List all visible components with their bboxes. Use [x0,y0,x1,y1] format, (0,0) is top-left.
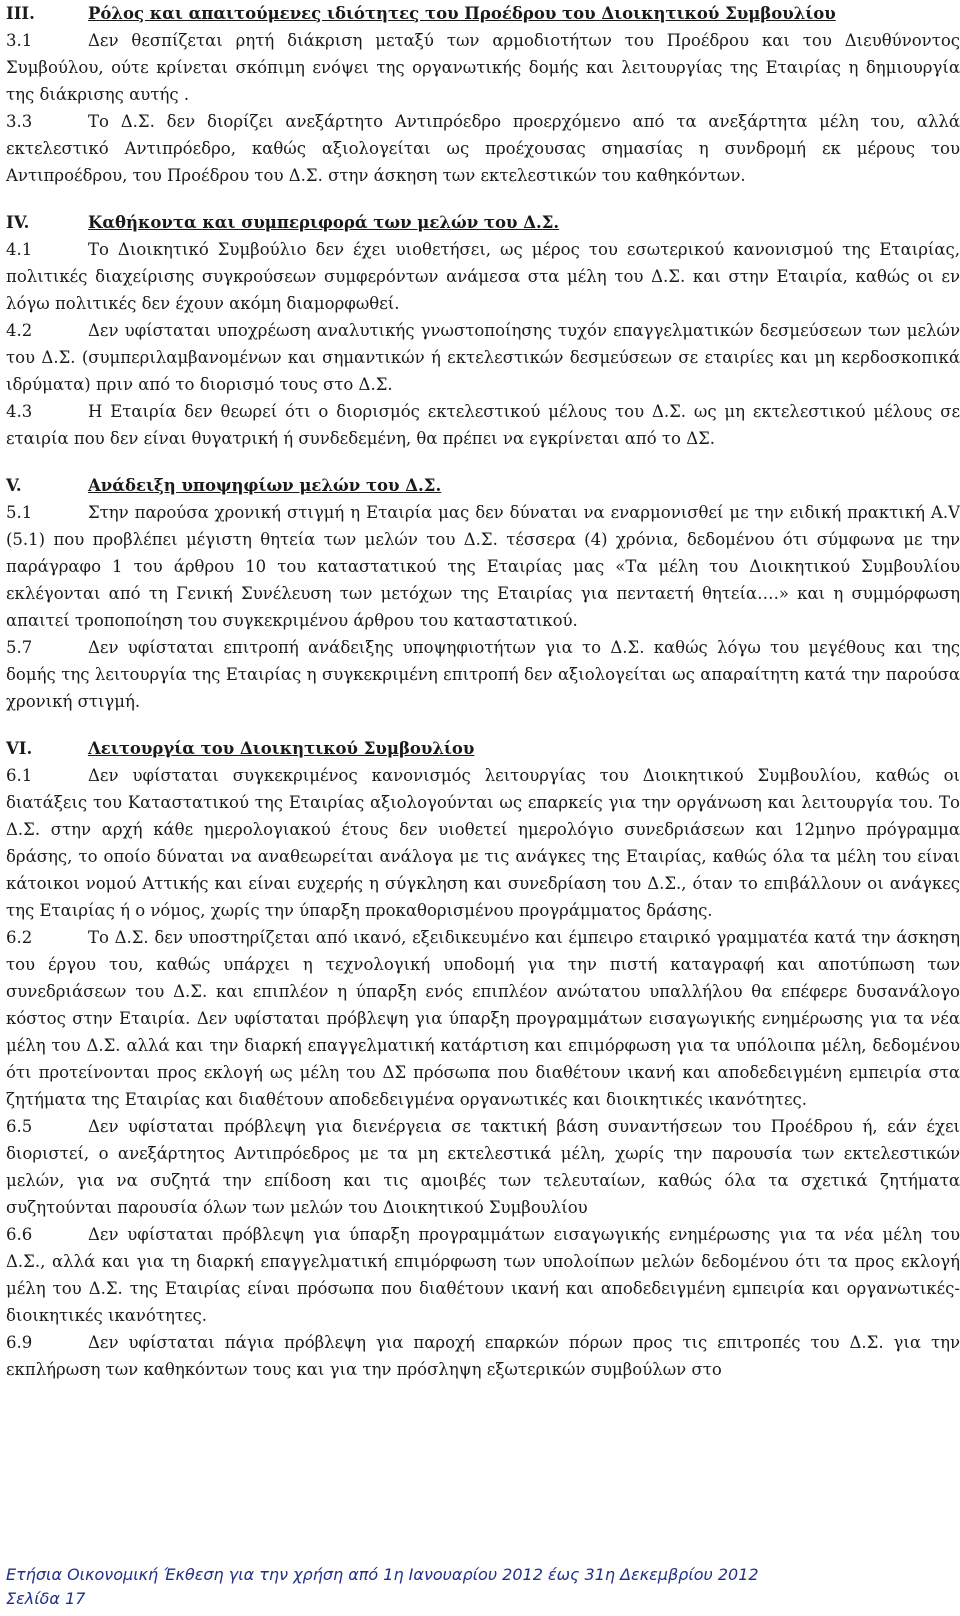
paragraph-6-1: 6.1 Δεν υφίσταται συγκεκριμένος κανονισμός λειτουργίας του Διοικητικού Συμβουλίου, καθώς οι διατάξεις του Καταστατικού της Εταιρίας αξιολογούνται ως επαρκείς για την οργάνωση και λειτουργία του. Το Δ.Σ. στην αρχή κάθε ημερολογιακού έτους δεν υιοθετεί ημερολόγιο συνεδριάσεων και 12μηνο πρόγραμμα δράσης, το οποίο δύναται να αναθεωρείται ανάλογα με τις ανάγκες της Εταιρίας, καθώς όλα τα μέλη του είναι κάτοικοι νομού Αττικής και είναι ευχερής η σύγκληση και συνεδρίαση του Δ.Σ., όταν το επιβάλλουν οι ανάγκες της Εταιρίας ή ο νόμος, χωρίς την ύπαρξη προκαθορισμένου προγράμματος δράσης. [6,766,960,920]
paragraph-4-3: 4.3 Η Εταιρία δεν θεωρεί ότι ο διορισμός εκτελεστικού μέλους του Δ.Σ. ως μη εκτελεστικού μέλους σε εταιρία που δεν είναι θυγατρική ή συνδεδεμένη, θα πρέπει να εγκρίνεται από το ΔΣ. [6,402,960,448]
paragraph-3-3: 3.3 Το Δ.Σ. δεν διορίζει ανεξάρτητο Αντιπρόεδρο προερχόμενο από τα ανεξάρτητα μέλη του, αλλά εκτελεστικό Αντιπρόεδρο, καθώς αξιολογείται ως προέχουσας σημασίας η συνδρομή εκ μέρους του Αντιπροέδρου, του Προέδρου του Δ.Σ. στην άσκηση των εκτελεστικών του καθηκόντων. [6,112,960,185]
paragraph-4-1: 4.1 Το Διοικητικό Συμβούλιο δεν έχει υιοθετήσει, ως μέρος του εσωτερικού κανονισμού της Εταιρίας, πολιτικές διαχείρισης συγκρούσεων συμφερόντων ανάμεσα στα μέλη του Δ.Σ. και στην Εταιρία, καθώς οι εν λόγω πολιτικές δεν έχουν ακόμη διαμορφωθεί. [6,240,960,313]
spacer [6,452,960,472]
footer-page-number: Σελίδα 17 [6,1589,86,1608]
paragraph-4-2: 4.2 Δεν υφίσταται υποχρέωση αναλυτικής γνωστοποίησης τυχόν επαγγελματικών δεσμεύσεων των μελών του Δ.Σ. (συμπεριλαμβανομένων και σημαντικών ή εκτελεστικών δεσμεύσεων σε εταιρίες και μη κερδοσκοπικά ιδρύματα) πριν από το διορισμό τους στο Δ.Σ. [6,321,960,394]
section-6 [6,735,960,1383]
section-5 [6,472,960,715]
section-heading: IV. Καθήκοντα και συμπεριφορά των μελών του Δ.Σ. [6,213,560,232]
paragraph-5-7: 5.7 Δεν υφίσταται επιτροπή ανάδειξης υποψηφιοτήτων για το Δ.Σ. καθώς λόγω του μεγέθους και της δομής της λειτουργία της Εταιρίας η συγκεκριμένη επιτροπή δεν αξιολογείται ως απαραίτητη κατά την παρούσα χρονική στιγμή. [6,638,960,711]
page-footer [6,1563,759,1611]
section-heading: III. Ρόλος και απαιτούμενες ιδιότητες του Προέδρου του Διοικητικού Συμβουλίου [6,4,836,23]
spacer [6,715,960,735]
paragraph-6-6: 6.6 Δεν υφίσταται πρόβλεψη για ύπαρξη προγραμμάτων εισαγωγικής ενημέρωσης για τα νέα μέλη του Δ.Σ., αλλά και για τη διαρκή επαγγελματική επιμόρφωση των υπολοίπων μελών δεδομένου ότι τα προς εκλογή μέλη του Δ.Σ. της Εταιρίας είναι πρόσωπα που διαθέτουν ικανή και αποδεδειγμένη εμπειρία και οργανωτικές-διοικητικές ικανότητες. [6,1225,960,1325]
paragraph-6-9: 6.9 Δεν υφίσταται πάγια πρόβλεψη για παροχή επαρκών πόρων προς τις επιτροπές του Δ.Σ. για την εκπλήρωση των καθηκόντων τους και για την πρόσληψη εξωτερικών συμβούλων στο [6,1333,960,1379]
paragraph-3-1: 3.1 Δεν θεσπίζεται ρητή διάκριση μεταξύ των αρμοδιοτήτων του Προέδρου και του Διευθύνοντος Συμβούλου, ούτε κρίνεται σκόπιμη ενόψει της οργανωτικής δομής και λειτουργίας της Εταιρίας η δημιουργία της διάκρισης αυτής . [6,31,960,104]
section-heading: V. Ανάδειξη υποψηφίων μελών του Δ.Σ. [6,476,442,495]
section-heading: VI. Λειτουργία του Διοικητικού Συμβουλίου [6,739,475,758]
document-page [6,0,960,1383]
section-3 [6,0,960,189]
paragraph-6-5: 6.5 Δεν υφίσταται πρόβλεψη για διενέργεια σε τακτική βάση συναντήσεων του Προέδρου ή, εάν έχει διοριστεί, ο ανεξάρτητος Αντιπρόεδρος με τα μη εκτελεστικά μέλη, χωρίς την παρουσία των εκτελεστικών μελών, για να συζητά την επίδοση και τις αμοιβές των τελευταίων, καθώς όλα τα σχετικά ζητήματα συζητούνται παρουσία όλων των μελών του Διοικητικού Συμβουλίου [6,1117,960,1217]
footer-report-title: Ετήσια Οικονομική Έκθεση για την χρήση από 1η Ιανουαρίου 2012 έως 31η Δεκεμβρίου 2012 [6,1565,759,1584]
paragraph-5-1: 5.1 Στην παρούσα χρονική στιγμή η Εταιρία μας δεν δύναται να εναρμονισθεί με την ειδική πρακτική Α.V (5.1) που προβλέπει μέγιστη θητεία των μελών του Δ.Σ. τέσσερα (4) χρόνια, δεδομένου ότι σύμφωνα με την παράγραφο 1 του άρθρου 10 του καταστατικού της Εταιρίας μας «Τα μέλη του Διοικητικού Συμβουλίου εκλέγονται από τη Γενική Συνέλευση των μετόχων της Εταιρίας για πενταετή θητεία….» και η συμμόρφωση απαιτεί τροποποίηση του συγκεκριμένου άρθρου του καταστατικού. [6,503,960,630]
section-4 [6,209,960,452]
spacer [6,189,960,209]
paragraph-6-2: 6.2 Το Δ.Σ. δεν υποστηρίζεται από ικανό, εξειδικευμένο και έμπειρο εταιρικό γραμματέα κατά την άσκηση του έργου του, καθώς υπάρχει η τεχνολογική υποδομή για την πιστή καταγραφή και αποτύπωση των συνεδριάσεων του Δ.Σ. και επιπλέον η ύπαρξη ενός επιπλέον ανώτατου υπαλλήλου θα επέφερε δυσανάλογο κόστος στην Εταιρία. Δεν υφίσταται πρόβλεψη για ύπαρξη προγραμμάτων εισαγωγικής ενημέρωσης για τα νέα μέλη του Δ.Σ. αλλά και την διαρκή επαγγελματική κατάρτιση και επιμόρφωση για τα υπόλοιπα μέλη, δεδομένου ότι προτείνονται προς εκλογή ως μέλη του ΔΣ πρόσωπα που διαθέτουν ικανή και αποδεδειγμένη εμπειρία στα ζητήματα της Εταιρίας και διαθέτουν αποδεδειγμένα οργανωτικές και διοικητικές ικανότητες. [6,928,960,1109]
